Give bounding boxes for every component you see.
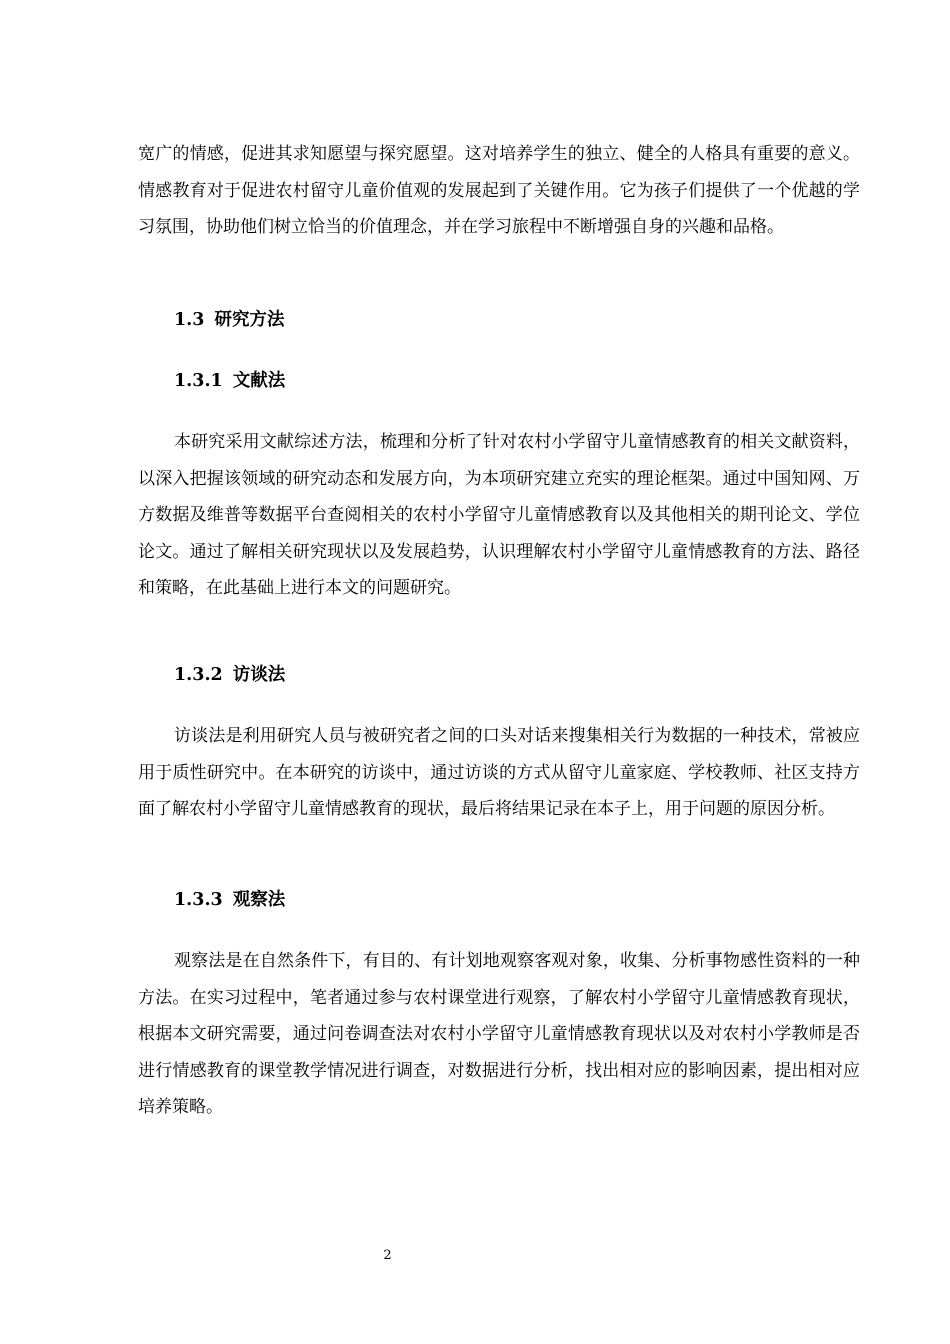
paragraph-intro-continued: 宽广的情感，促进其求知愿望与探究愿望。这对培养学生的独立、健全的人格具有重要的意义。情感教育对于促进农村留守儿童价值观的发展起到了关键作用。它为孩子们提供了一个优越的学习氛围，协助他们树立恰当的价值理念，并在学习旅程中不断增强自身的兴趣和品格。 bbox=[138, 144, 860, 237]
subsection-title: 访谈法 bbox=[232, 665, 286, 685]
subsection-number: 1.3.2 bbox=[174, 665, 223, 685]
paragraph-observation-method: 观察法是在自然条件下，有目的、有计划地观察客观对象，收集、分析事物感性资料的一种方法。在实习过程中，笔者通过参与农村课堂进行观察，了解农村小学留守儿童情感教育现状，根据本文研究需要，通过问卷调查法对农村小学留守儿童情感教育现状以及对农村小学教师是否进行情感教育的课堂教学情况进行调查，对数据进行分析，找出相对应的影响因素，提出相对应培养策略。 bbox=[138, 951, 860, 1117]
subsection-number: 1.3.1 bbox=[174, 371, 223, 391]
subsection-title: 观察法 bbox=[232, 890, 286, 910]
page-number: 2 bbox=[383, 1248, 392, 1263]
paragraph-literature-method: 本研究采用文献综述方法，梳理和分析了针对农村小学留守儿童情感教育的相关文献资料，以深入把握该领域的研究动态和发展方向，为本项研究建立充实的理论框架。通过中国知网、万方数据及维普等数据平台查阅相关的农村小学留守儿童情感教育以及其他相关的期刊论文、学位论文。通过了解相关研究现状以及发展趋势，认识理解农村小学留守儿童情感教育的方法、路径和策略，在此基础上进行本文的问题研究。 bbox=[138, 432, 860, 598]
section-heading-research-methods bbox=[174, 308, 284, 332]
subsection-number: 1.3.3 bbox=[174, 890, 223, 910]
paragraph-interview-method: 访谈法是利用研究人员与被研究者之间的口头对话来搜集相关行为数据的一种技术，常被应用于质性研究中。在本研究的访谈中，通过访谈的方式从留守儿童家庭、学校教师、社区支持方面了解农村小学留守儿童情感教育的现状，最后将结果记录在本子上，用于问题的原因分析。 bbox=[138, 726, 860, 819]
subsection-heading-observation bbox=[174, 888, 285, 912]
section-number: 1.3 bbox=[174, 310, 205, 330]
section-title: 研究方法 bbox=[214, 310, 285, 330]
subsection-heading-literature bbox=[174, 369, 285, 393]
subsection-title: 文献法 bbox=[232, 371, 286, 391]
subsection-heading-interview bbox=[174, 663, 285, 687]
